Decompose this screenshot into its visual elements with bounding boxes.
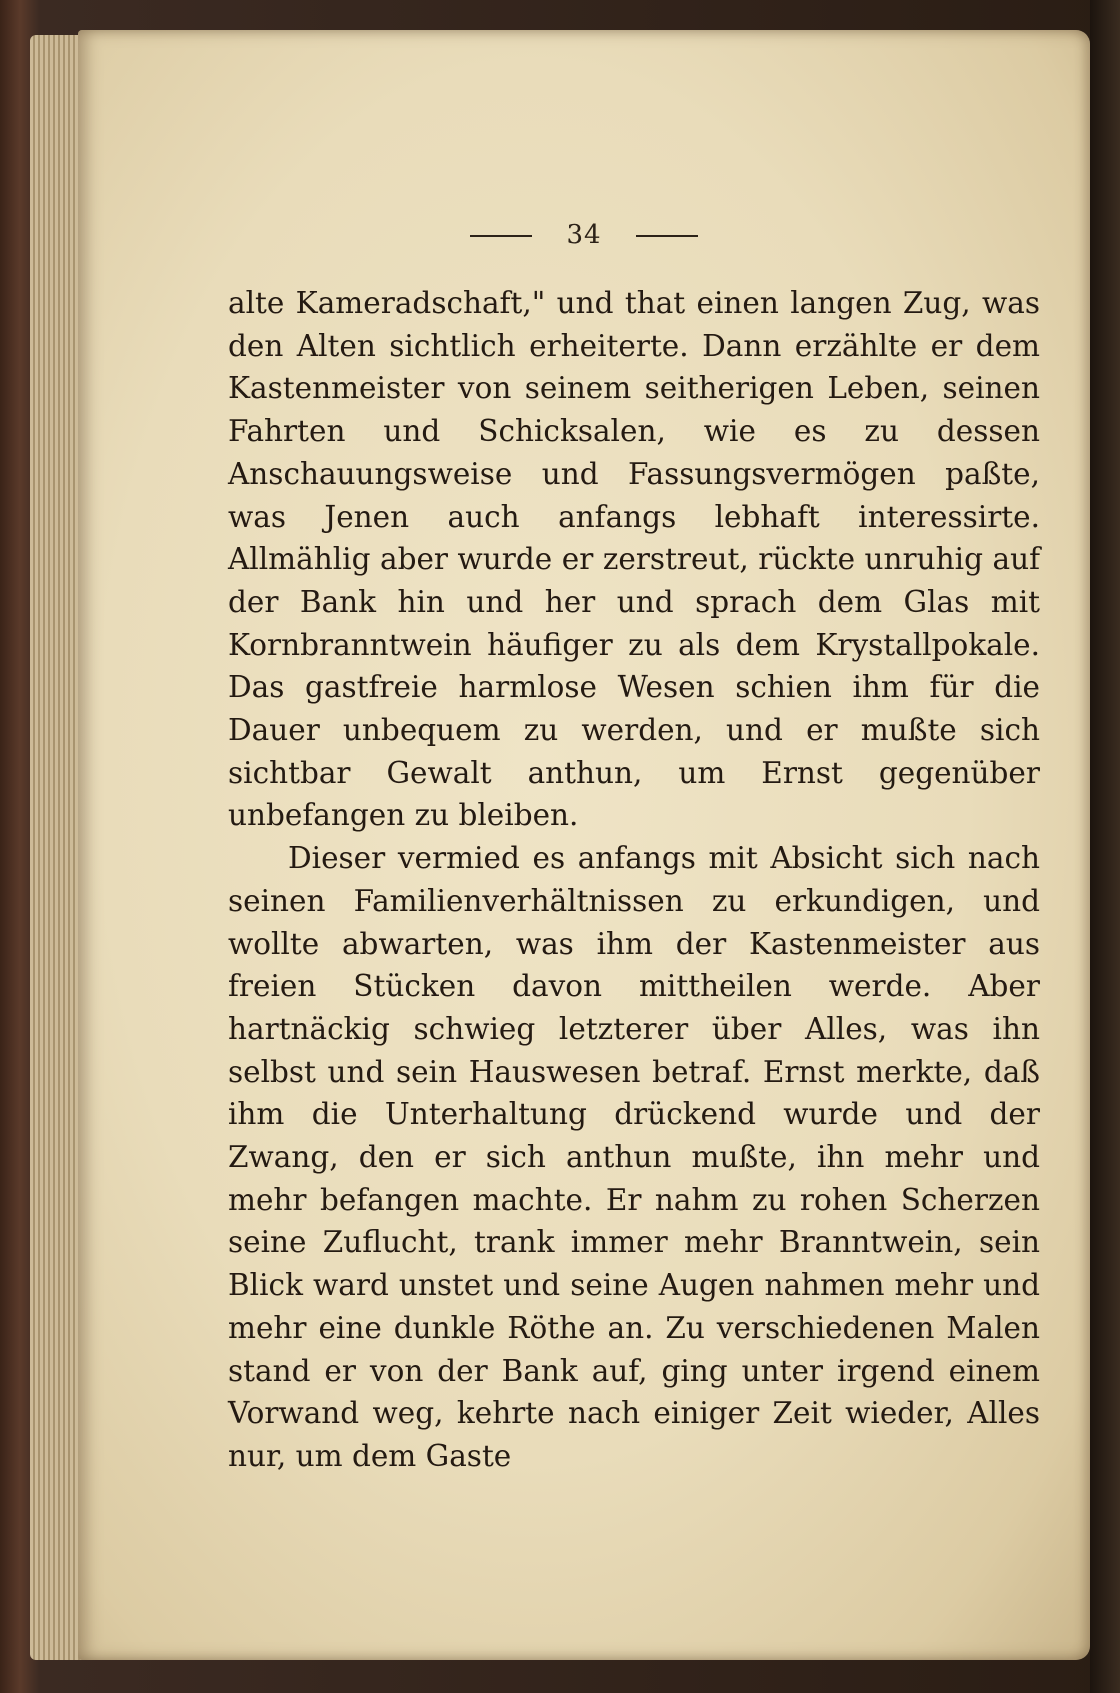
page-header: [78, 220, 1090, 250]
header-rule-right: [636, 235, 698, 237]
body-text: [228, 282, 1040, 1478]
paragraph-1: alte Kameradschaft," und that einen langen Zug, was den Alten sichtlich erheiterte. Dann erzählte er dem Kastenmeister von seinem seitherigen Leben, seinen Fahrten und Schicksalen, wie es zu dessen Anschauungsweise und Fassungsvermögen paßte, was Jenen auch anfangs lebhaft interessirte. Allmählig aber wurde er zerstreut, rückte unruhig auf der Bank hin und her und sprach dem Glas mit Kornbranntwein häufiger zu als dem Krystallpokale. Das gastfreie harmlose Wesen schien ihm für die Dauer unbequem zu werden, und er mußte sich sichtbar Gewalt anthun, um Ernst gegenüber unbefangen zu bleiben.: [228, 286, 1040, 833]
book-binding: [1090, 0, 1120, 1693]
book-page: [78, 30, 1090, 1660]
paragraph-2: Dieser vermied es anfangs mit Absicht sich nach seinen Familienverhältnissen zu erkundigen, und wollte abwarten, was ihm der Kastenmeister aus freien Stücken davon mittheilen werde. Aber hartnäckig schwieg letzterer über Alles, was ihn selbst und sein Hauswesen betraf. Ernst merkte, daß ihm die Unterhaltung drückend wurde und der Zwang, den er sich anthun mußte, ihn mehr und mehr befangen machte. Er nahm zu rohen Scherzen seine Zuflucht, trank immer mehr Branntwein, sein Blick ward unstet und seine Augen nahmen mehr und mehr eine dunkle Röthe an. Zu verschiedenen Malen stand er von der Bank auf, ging unter irgend einem Vorwand weg, kehrte nach einiger Zeit wieder, Alles nur, um dem Gaste: [228, 841, 1040, 1473]
header-rule-left: [470, 235, 532, 237]
page-number: 34: [566, 220, 602, 250]
